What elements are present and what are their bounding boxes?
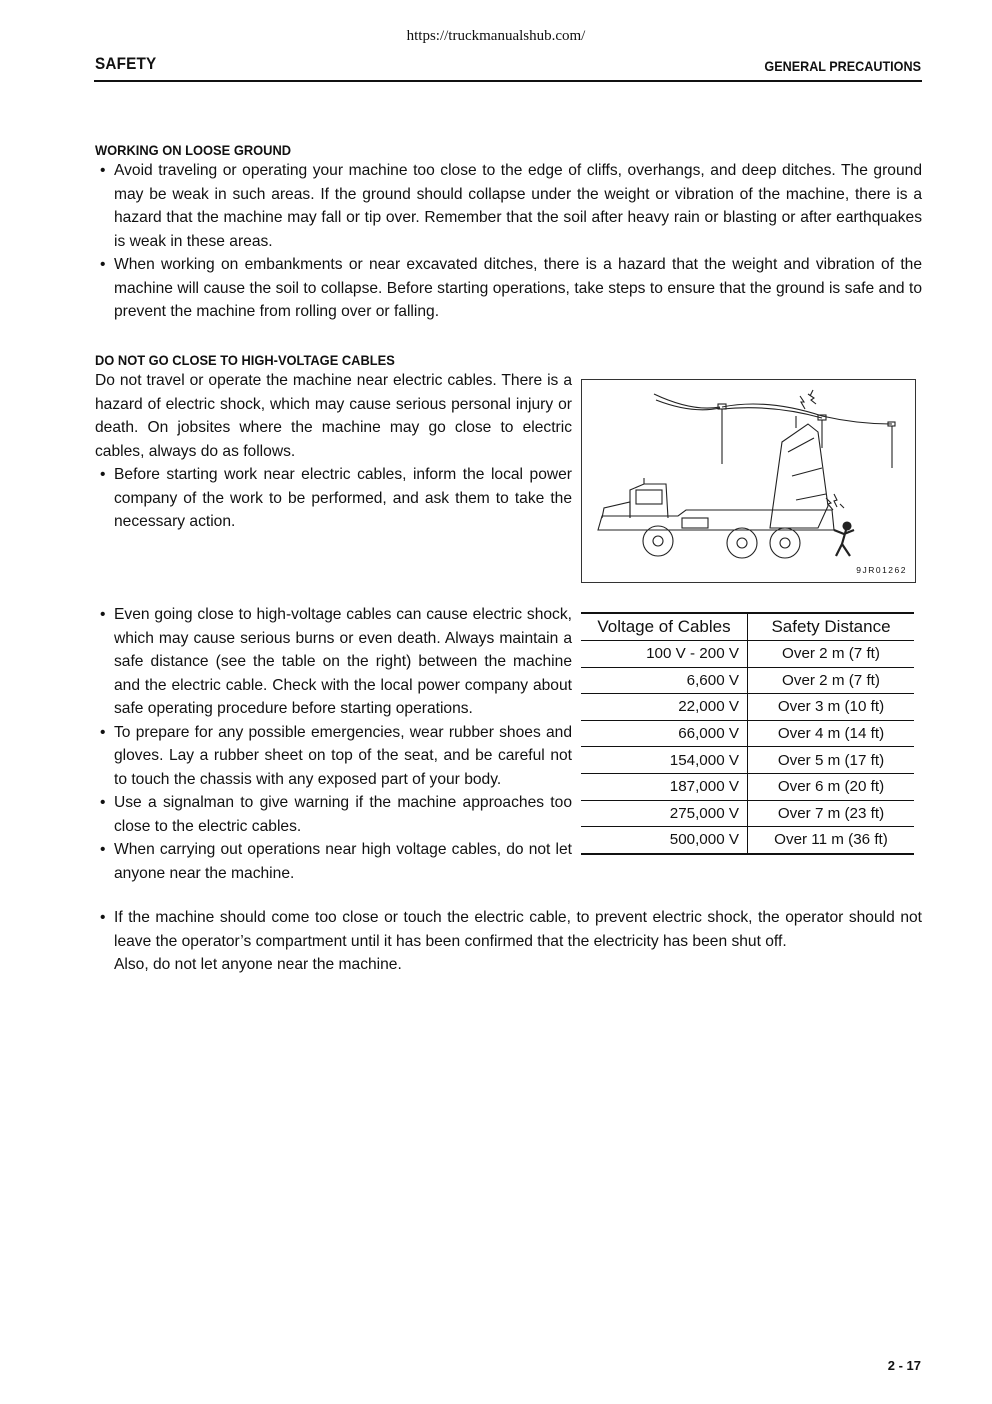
table-row bbox=[581, 827, 914, 854]
heading-loose-ground: WORKING ON LOOSE GROUND bbox=[95, 142, 292, 158]
column-header-voltage: Voltage of Cables bbox=[581, 613, 748, 641]
dump-truck-power-line-drawing bbox=[582, 380, 915, 582]
high-voltage-intro: Do not travel or operate the machine near electric cables. There is a hazard of electric shock, which may cause serious personal injury or death. On jobsites where the machine may go close to electric cables, always do as follows. bbox=[95, 372, 572, 460]
voltage-cell: 500,000 V bbox=[581, 827, 748, 854]
voltage-cell: 100 V - 200 V bbox=[581, 641, 748, 668]
distance-cell: Over 3 m (10 ft) bbox=[748, 694, 915, 721]
table-row bbox=[581, 641, 914, 668]
table-row bbox=[581, 667, 914, 694]
distance-cell: Over 5 m (17 ft) bbox=[748, 747, 915, 774]
list-item: • Before starting work near electric cables, inform the local power company of the work to be performed, and ask them to take the necessary action. bbox=[95, 463, 572, 534]
column-header-distance: Safety Distance bbox=[748, 613, 915, 641]
list-item: • When carrying out operations near high voltage cables, do not let anyone near the machine. bbox=[95, 838, 572, 885]
distance-cell: Over 4 m (14 ft) bbox=[748, 720, 915, 747]
distance-cell: Over 6 m (20 ft) bbox=[748, 773, 915, 800]
distance-cell: Over 2 m (7 ft) bbox=[748, 667, 915, 694]
figure-code: 9JR01262 bbox=[856, 565, 907, 575]
table-row bbox=[581, 800, 914, 827]
high-voltage-first-list bbox=[95, 463, 572, 534]
table-row bbox=[581, 694, 914, 721]
voltage-cell: 187,000 V bbox=[581, 773, 748, 800]
heading-high-voltage: DO NOT GO CLOSE TO HIGH-VOLTAGE CABLES bbox=[95, 352, 395, 368]
voltage-cell: 66,000 V bbox=[581, 720, 748, 747]
list-item bbox=[95, 906, 922, 977]
distance-cell: Over 11 m (36 ft) bbox=[748, 827, 915, 854]
list-item: • Avoid traveling or operating your machine too close to the edge of cliffs, overhangs, and deep ditches. The ground may be weak in such areas. If the ground should collapse under the weight or vibration of the machine, there is a hazard that the machine may fall or tip over. Remember that the soil after heavy rain or blasting or after earthquakes is weak in these areas. bbox=[95, 159, 922, 253]
high-voltage-left-list bbox=[95, 603, 572, 885]
safety-distance-table bbox=[581, 612, 914, 855]
voltage-cell: 6,600 V bbox=[581, 667, 748, 694]
header-rule bbox=[94, 80, 922, 82]
voltage-cell: 275,000 V bbox=[581, 800, 748, 827]
final-bullet-text: If the machine should come too close or touch the electric cable, to prevent electric shock, the operator should not leave the operator’s compartment until it has been confirmed that the electricity has been shut off. bbox=[114, 909, 922, 950]
table-header-row bbox=[581, 613, 914, 641]
page-number: 2 - 17 bbox=[887, 1358, 921, 1373]
list-item: • Use a signalman to give warning if the machine approaches too close to the electric cables. bbox=[95, 791, 572, 838]
high-voltage-final-list bbox=[95, 906, 922, 977]
final-bullet-extra: Also, do not let anyone near the machine. bbox=[114, 956, 402, 973]
power-line-hazard-illustration bbox=[581, 379, 916, 583]
section-title: SAFETY bbox=[95, 54, 157, 73]
table-row bbox=[581, 773, 914, 800]
distance-cell: Over 7 m (23 ft) bbox=[748, 800, 915, 827]
chapter-title: GENERAL PRECAUTIONS bbox=[764, 58, 921, 74]
list-item: • When working on embankments or near excavated ditches, there is a hazard that the weight and vibration of the machine will cause the soil to collapse. Before starting operations, take steps to ensure that the ground is safe and to prevent the machine from rolling over or falling. bbox=[95, 253, 922, 324]
list-item: • Even going close to high-voltage cables can cause electric shock, which may cause serious burns or even death. Always maintain a safe distance (see the table on the right) between the machine and the electric cable. Check with the local power company about safe operating procedure before starting operations. bbox=[95, 603, 572, 721]
table-row bbox=[581, 747, 914, 774]
distance-cell: Over 2 m (7 ft) bbox=[748, 641, 915, 668]
list-item: • To prepare for any possible emergencies, wear rubber shoes and gloves. Lay a rubber sheet on top of the seat, and be careful not to touch the chassis with any exposed part of your body. bbox=[95, 721, 572, 792]
voltage-cell: 154,000 V bbox=[581, 747, 748, 774]
loose-ground-list bbox=[95, 159, 922, 324]
source-url[interactable]: https://truckmanualshub.com/ bbox=[406, 28, 586, 44]
table-row bbox=[581, 720, 914, 747]
voltage-cell: 22,000 V bbox=[581, 694, 748, 721]
